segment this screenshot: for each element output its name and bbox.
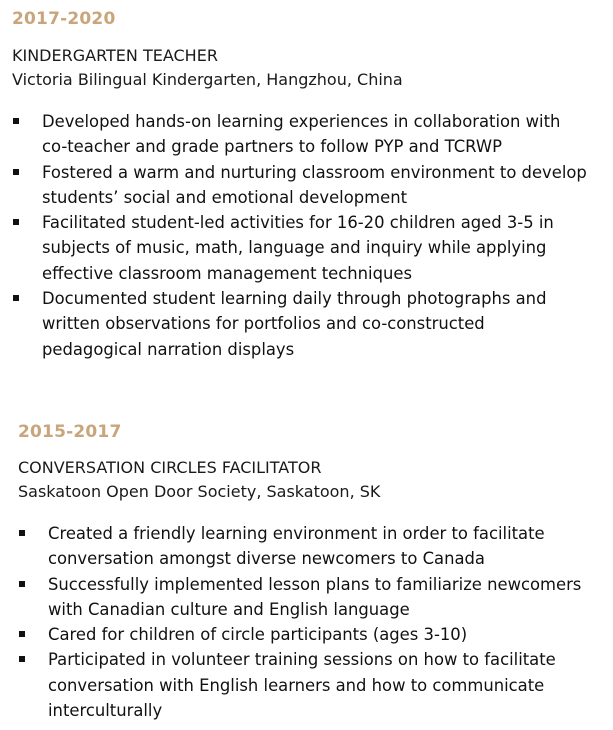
square-bullet-icon xyxy=(13,219,19,225)
entry-employer: Victoria Bilingual Kindergarten, Hangzhou, China xyxy=(12,70,403,89)
bullet-text: Documented student learning daily through photographs and written observations for portfolios and co-constructed pedagogical narration displays xyxy=(42,289,547,359)
square-bullet-icon xyxy=(19,656,25,662)
square-bullet-icon xyxy=(19,530,25,536)
bullet-text: Developed hands-on learning experiences in collaboration with co-teacher and grade partners to follow PYP and TCRWP xyxy=(42,112,561,157)
entry-years: 2017-2020 xyxy=(12,9,116,29)
square-bullet-icon xyxy=(13,169,19,175)
bullet-item xyxy=(0,647,613,723)
bullet-text: Fostered a warm and nurturing classroom environment to develop students’ social and emotional development xyxy=(42,162,587,207)
entry-employer: Saskatoon Open Door Society, Saskatoon, SK xyxy=(18,482,381,501)
bullet-item xyxy=(0,572,613,623)
square-bullet-icon xyxy=(19,631,25,637)
entry-job-title: KINDERGARTEN TEACHER xyxy=(12,46,218,65)
square-bullet-icon xyxy=(13,118,19,124)
bullet-item xyxy=(0,286,613,362)
entry-bullet-list xyxy=(0,109,613,362)
bullet-item xyxy=(0,109,613,160)
bullet-text: Created a friendly learning environment in order to facilitate conversation amongst diverse newcomers to Canada xyxy=(48,524,545,569)
entry-job-title: CONVERSATION CIRCLES FACILITATOR xyxy=(18,458,322,477)
bullet-item xyxy=(0,521,613,572)
bullet-item xyxy=(0,622,613,647)
bullet-text: Successfully implemented lesson plans to familiarize newcomers with Canadian culture and English language xyxy=(48,574,582,619)
bullet-item xyxy=(0,210,613,286)
bullet-item xyxy=(0,160,613,211)
square-bullet-icon xyxy=(13,295,19,301)
experience-entry-kindergarten-teacher xyxy=(0,8,613,362)
bullet-text: Participated in volunteer training sessions on how to facilitate conversation with English learners and how to communicate interculturally xyxy=(48,650,556,721)
bullet-text: Cared for children of circle participants (ages 3-10) xyxy=(48,625,468,645)
square-bullet-icon xyxy=(19,581,25,587)
experience-entry-conversation-circles xyxy=(0,421,613,723)
bullet-text: Facilitated student-led activities for 16-20 children aged 3-5 in subjects of music, math, language and inquiry while applying effective classroom management techniques xyxy=(42,213,554,283)
entry-years: 2015-2017 xyxy=(18,422,122,442)
entry-bullet-list xyxy=(0,521,613,723)
